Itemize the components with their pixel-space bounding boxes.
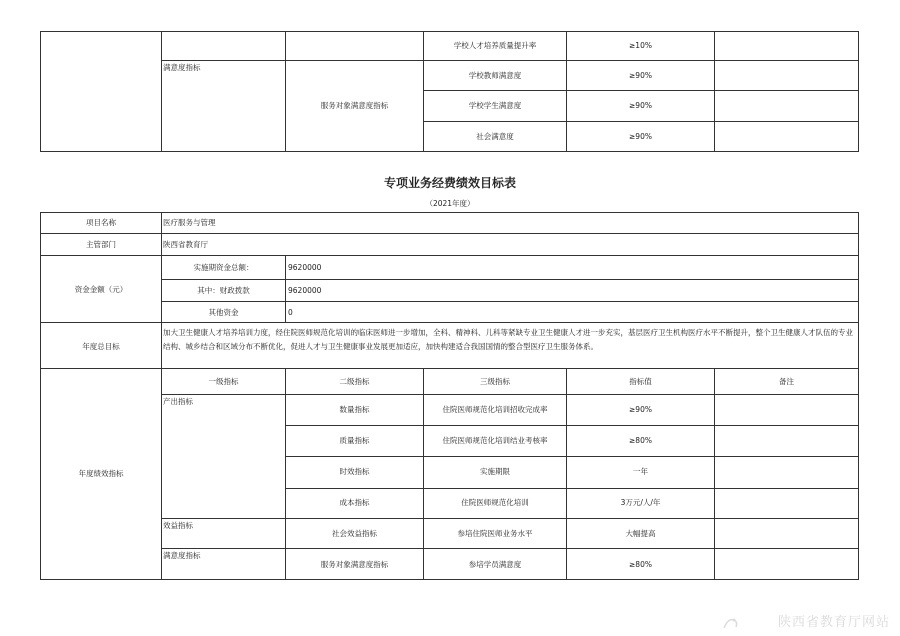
cell-level3: 学校学生满意度 (468, 101, 522, 110)
cell-level3: 住院医师规范化培训结业考核率 (442, 436, 548, 445)
table-line (714, 368, 715, 580)
table-line (285, 31, 286, 152)
table-line (285, 488, 859, 489)
cell-level3: 参培住院医师业务水平 (457, 529, 533, 538)
cell-value: 3万元/人/年 (620, 498, 661, 507)
cell-level2: 数量指标 (339, 405, 370, 414)
doc-year: （2021年度） (425, 199, 475, 208)
header-level2: 二级指标 (339, 377, 370, 386)
cell-level1: 满意度指标 (163, 551, 201, 560)
table-line (161, 548, 859, 549)
cell-value: ≥90% (629, 132, 652, 141)
project-name: 医疗服务与管理 (163, 218, 216, 227)
dept-label: 主管部门 (86, 240, 116, 249)
cell-level2: 服务对象满意度指标 (320, 560, 389, 569)
cell-level2: 时效指标 (339, 467, 370, 476)
fund-other-label: 其他资金 (208, 308, 239, 317)
cell-level3: 实施期限 (480, 467, 510, 476)
table-line (40, 255, 859, 256)
cell-level2: 服务对象满意度指标 (320, 101, 389, 110)
goal-text: 加大卫生健康人才培养培训力度，经住院医师规范化培训的临床医师进一步增加，全科、精神科、儿科等紧缺专业卫生健康人才进一步充实，基层医疗卫生机构医疗水平不断提升，整个卫生健康人才队伍的专业结构、城乡结合和区域分布不断优化，促进人才与卫生健康事业发展更加适应，加快构建适合我国国情的整合型医疗卫生服务体系。 (163, 328, 853, 351)
table-line (423, 121, 859, 122)
cell-level3: 社会满意度 (476, 132, 514, 141)
cell-value: ≥90% (629, 101, 652, 110)
fund-fiscal-label: 其中：财政拨款 (197, 286, 250, 295)
table-line (40, 579, 859, 580)
table-line (161, 279, 859, 280)
goal-label: 年度总目标 (82, 342, 120, 351)
cell-value: ≥90% (629, 71, 652, 80)
table-line (40, 322, 859, 323)
cell-value: ≥80% (629, 436, 652, 445)
cell-level1: 产出指标 (163, 397, 193, 406)
table-line (40, 212, 41, 580)
fund-label: 资金金额（元） (74, 285, 128, 294)
header-level1: 一级指标 (208, 377, 239, 386)
watermark: 陕西省教育厅网站 (777, 615, 890, 630)
table-line (40, 151, 859, 152)
cell-level3: 学校人才培养质量提升率 (453, 41, 537, 50)
cell-level3: 学校教师满意度 (468, 71, 522, 80)
table-line (423, 90, 859, 91)
cell-value: 一年 (633, 467, 648, 476)
table-line (285, 456, 859, 457)
fund-other: 0 (288, 308, 293, 317)
table-line (40, 31, 859, 32)
cell-value: ≥80% (629, 560, 652, 569)
cell-value: ≥90% (629, 405, 652, 414)
fund-total: 9620000 (288, 263, 322, 272)
table-line (40, 368, 859, 369)
table-line (40, 31, 41, 152)
table-line (161, 518, 859, 519)
fund-total-label: 实施期资金总额： (193, 263, 254, 272)
header-note: 备注 (779, 377, 794, 386)
table-line (161, 301, 859, 302)
cell-level3: 参培学员满意度 (468, 560, 522, 569)
table-line (858, 212, 859, 580)
dept: 陕西省教育厅 (163, 240, 208, 249)
cell-level1: 满意度指标 (163, 63, 201, 72)
cell-value: 大幅提高 (625, 529, 656, 538)
perf-label: 年度绩效指标 (78, 469, 124, 478)
project-name-label: 项目名称 (86, 218, 116, 227)
table-line (285, 255, 286, 322)
table-line (714, 31, 715, 152)
header-level3: 三级指标 (480, 377, 510, 386)
table-line (161, 31, 162, 152)
table-line (161, 60, 859, 61)
header-value: 指标值 (629, 377, 652, 386)
cell-level2: 成本指标 (339, 498, 370, 507)
cell-level1: 效益指标 (163, 521, 193, 530)
cell-level3: 住院医师规范化培训 (461, 498, 529, 507)
fund-fiscal: 9620000 (288, 286, 322, 295)
cell-level3: 住院医师规范化培训招收完成率 (442, 405, 548, 414)
table-line (858, 31, 859, 152)
table-line (40, 212, 859, 213)
table-line (161, 394, 859, 395)
watermark-logo-icon (722, 616, 740, 630)
table-line (40, 233, 859, 234)
cell-level2: 质量指标 (339, 436, 370, 445)
cell-level2: 社会效益指标 (332, 529, 377, 538)
table-line (285, 425, 859, 426)
doc-title: 专项业务经费绩效目标表 (383, 176, 516, 190)
cell-value: ≥10% (629, 41, 652, 50)
